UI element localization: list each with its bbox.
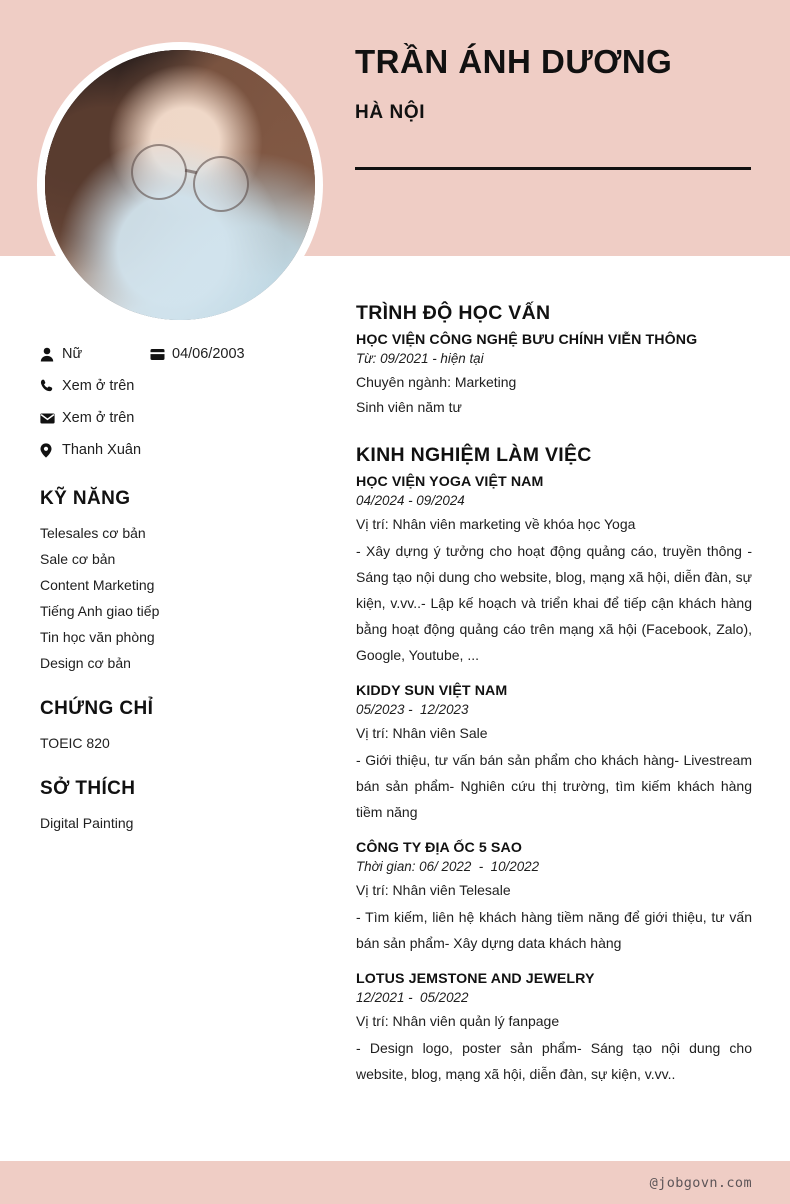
header-identity [355,44,755,124]
experience-org: CÔNG TY ĐỊA ỐC 5 SAO [356,840,522,856]
experience-period: 05/2023 - 12/2023 [356,702,469,717]
experience-period: Thời gian: 06/ 2022 - 10/2022 [356,859,540,874]
phone-icon [40,379,62,393]
experience-position: Vị trí: Nhân viên Sale [356,725,488,741]
hobbies-heading: SỞ THÍCH [40,778,136,799]
experience-position: Vị trí: Nhân viên Telesale [356,882,511,898]
experience-entry [356,971,752,1087]
contact-birthdate-value: 04/06/2003 [172,346,245,362]
contact-email-value: Xem ở trên [62,410,135,426]
education-status: Sinh viên năm tư [356,399,462,415]
contact-email [40,402,330,434]
experience-position: Vị trí: Nhân viên marketing về khóa học Yoga [356,516,636,532]
experience-period: 12/2021 - 05/2022 [356,990,469,1005]
avatar [45,50,315,320]
experience-description: - Xây dựng ý tưởng cho hoạt động quảng cáo, truyền thông - Sáng tạo nội dung cho website, blog, mạng xã hội, diễn đàn, sự kiện, v.vv..- Lập kế hoạch và triển khai để tiếp cận khách hàng bằng hoạt động quảng cáo trên mạng xã hội (Facebook, Zalo), Google, Youtube, ... [356,543,752,663]
main-content [356,302,752,1087]
contact-row [40,338,330,370]
list-item: Sale cơ bản [40,551,116,567]
experience-description: - Design logo, poster sản phẩm- Sáng tạo nội dung cho website, blog, mạng xã hội, diễn đàn, sự kiện, v.vv.. [356,1040,752,1082]
experience-entry [356,840,752,956]
page-title: TRẦN ÁNH DƯƠNG [355,43,673,80]
contact-address [40,434,330,466]
certificates-heading: CHỨNG CHỈ [40,698,154,719]
education-school: HỌC VIỆN CÔNG NGHỆ BƯU CHÍNH VIỄN THÔNG [356,332,698,348]
experience-org: KIDDY SUN VIỆT NAM [356,683,508,699]
experience-position: Vị trí: Nhân viên quản lý fanpage [356,1013,560,1029]
experience-description: - Tìm kiếm, liên hệ khách hàng tiềm năng để giới thiệu, tư vấn bán sản phẩm- Xây dựng data khách hàng [356,909,752,951]
contact-gender [40,346,150,362]
contact-phone [40,370,330,402]
list-item: Digital Painting [40,815,134,831]
sidebar [40,338,330,836]
list-item: Tin học văn phòng [40,629,155,645]
experience-entry [356,474,752,668]
glasses-left-lens [131,144,187,200]
list-item: Design cơ bản [40,655,131,671]
email-icon [40,413,62,424]
list-item: Telesales cơ bản [40,525,146,541]
education-major: Chuyên ngành: Marketing [356,374,517,390]
list-item: Tiếng Anh giao tiếp [40,603,160,619]
skills-list [40,520,330,676]
skills-heading: KỸ NĂNG [40,488,131,509]
contact-list [40,338,330,466]
list-item: TOEIC 820 [40,735,110,751]
person-icon [40,347,62,362]
experience-period: 04/2024 - 09/2024 [356,493,465,508]
list-item: Content Marketing [40,577,155,593]
experience-description: - Giới thiệu, tư vấn bán sản phẩm cho khách hàng- Livestream bán sản phẩm- Nghiên cứu thị trường, tìm kiếm khách hàng tiềm năng [356,752,752,820]
contact-birthdate [150,346,245,362]
calendar-icon [150,348,172,361]
watermark: @jobgovn.com [649,1175,752,1191]
header-city: HÀ NỘI [355,102,426,124]
contact-address-value: Thanh Xuân [62,442,142,458]
glasses-right-lens [193,156,249,212]
header-divider [355,167,751,170]
contact-gender-value: Nữ [62,346,83,362]
contact-phone-value: Xem ở trên [62,378,135,394]
experience-heading: KINH NGHIỆM LÀM VIỆC [356,444,592,466]
education-period: Từ: 09/2021 - hiện tại [356,351,484,366]
experience-org: HỌC VIỆN YOGA VIỆT NAM [356,474,544,490]
hobbies-list [40,810,330,836]
location-icon [40,443,62,458]
certificates-list [40,730,330,756]
experience-org: LOTUS JEMSTONE AND JEWELRY [356,971,595,987]
education-entry [356,332,752,420]
experience-entry [356,683,752,825]
education-heading: TRÌNH ĐỘ HỌC VẤN [356,302,551,324]
